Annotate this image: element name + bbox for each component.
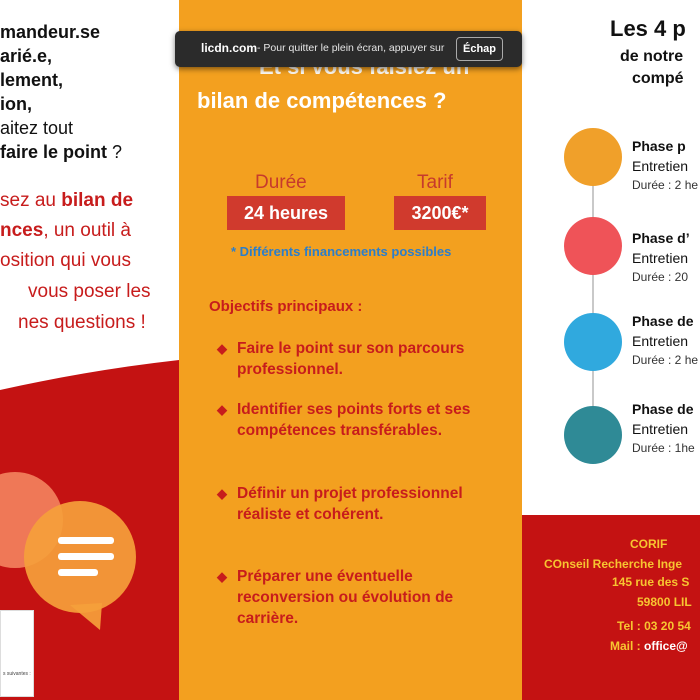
left-red-line: vous poser les	[28, 281, 151, 302]
phase-circle	[564, 406, 622, 464]
left-text-line: ion,	[0, 94, 32, 114]
objective-text: Faire le point sur son parcours professionnel.	[237, 340, 465, 378]
left-red-bold: bilan de	[61, 190, 134, 211]
mail-label: Mail :	[610, 639, 645, 653]
left-red-line	[0, 190, 133, 212]
diamond-bullet-icon: ◆	[217, 486, 227, 501]
left-text-rest: ?	[107, 142, 123, 162]
phase-circle	[564, 128, 622, 186]
tarif-label: Tarif	[417, 172, 453, 193]
phase-title: Phase p	[632, 138, 686, 154]
timeline-line	[592, 160, 594, 440]
phase-title: Phase d’	[632, 230, 690, 246]
city-line: 59800 LIL	[637, 595, 692, 609]
document-card-text: s suivantes :	[3, 671, 31, 677]
diamond-bullet-icon: ◆	[217, 569, 227, 584]
notice-domain: licdn.com	[201, 41, 258, 55]
duree-label: Durée	[255, 172, 307, 193]
left-text-line	[0, 142, 122, 162]
objective-text: Définir un projet professionnel réaliste et cohérent.	[237, 485, 463, 523]
address-line: 145 rue des S	[612, 575, 690, 589]
objective-text: Préparer une éventuelle reconversion ou évolution de carrière.	[237, 568, 454, 627]
phase-desc: Entretien	[632, 421, 689, 437]
mail-line	[610, 639, 688, 653]
objectifs-title: Objectifs principaux :	[209, 298, 363, 315]
phase-desc: Entretien	[632, 158, 689, 174]
phase-circle	[564, 217, 622, 275]
phase-circle	[564, 313, 622, 371]
contact-footer	[522, 515, 700, 700]
financement-note: * Différents financements possibles	[231, 244, 452, 259]
left-panel	[0, 0, 179, 700]
company-line: COnseil Recherche Inge	[544, 557, 683, 571]
phases-title-line-3: compé	[632, 70, 684, 87]
right-panel	[522, 0, 700, 700]
phase-duration: Durée : 20	[632, 270, 689, 284]
objective-item	[217, 399, 507, 441]
phase-desc: Entretien	[632, 250, 689, 266]
escape-key-hint[interactable]: Échap	[456, 37, 503, 61]
left-text-line: aitez tout	[0, 118, 74, 138]
objective-item	[217, 338, 507, 380]
phone-line: Tel : 03 20 54	[617, 619, 691, 633]
tarif-value: 3200€*	[394, 196, 486, 230]
phase-duration: Durée : 2 he	[632, 178, 699, 192]
phase-duration: Durée : 1he	[632, 441, 695, 455]
headline-line-2: bilan de compétences ?	[197, 88, 447, 113]
phases-title-line-1: Les 4 p	[610, 16, 686, 41]
fullscreen-notice	[175, 31, 522, 67]
duree-value: 24 heures	[227, 196, 345, 230]
objective-item	[217, 566, 507, 629]
left-text-line: lement,	[0, 70, 64, 90]
left-red-text: sez au	[0, 190, 62, 211]
objective-text: Identifier ses points forts et ses compétences transférables.	[237, 401, 471, 439]
left-text-line: arié.e,	[0, 46, 53, 66]
left-red-text: , un outil à	[43, 220, 131, 241]
document-card	[0, 610, 34, 697]
phase-desc: Entretien	[632, 333, 689, 349]
diamond-bullet-icon: ◆	[217, 341, 227, 356]
diamond-bullet-icon: ◆	[217, 402, 227, 417]
mail-link[interactable]: office@	[644, 639, 688, 653]
phase-title: Phase de	[632, 313, 694, 329]
left-text-line: mandeur.se	[0, 22, 101, 42]
left-red-line	[0, 220, 131, 242]
company-name: CORIF	[630, 537, 668, 551]
left-red-bold: nces	[0, 220, 44, 241]
left-red-line: nes questions !	[18, 312, 146, 333]
phase-title: Phase de	[632, 401, 694, 417]
phase-duration: Durée : 2 he	[632, 353, 699, 367]
phases-title-line-2: de notre	[620, 48, 684, 65]
objective-item	[217, 483, 507, 525]
middle-panel	[179, 0, 522, 700]
left-text-bold: faire le point	[0, 142, 108, 162]
left-red-line: osition qui vous	[0, 250, 131, 271]
notice-text: - Pour quitter le plein écran, appuyer sur	[257, 42, 445, 54]
